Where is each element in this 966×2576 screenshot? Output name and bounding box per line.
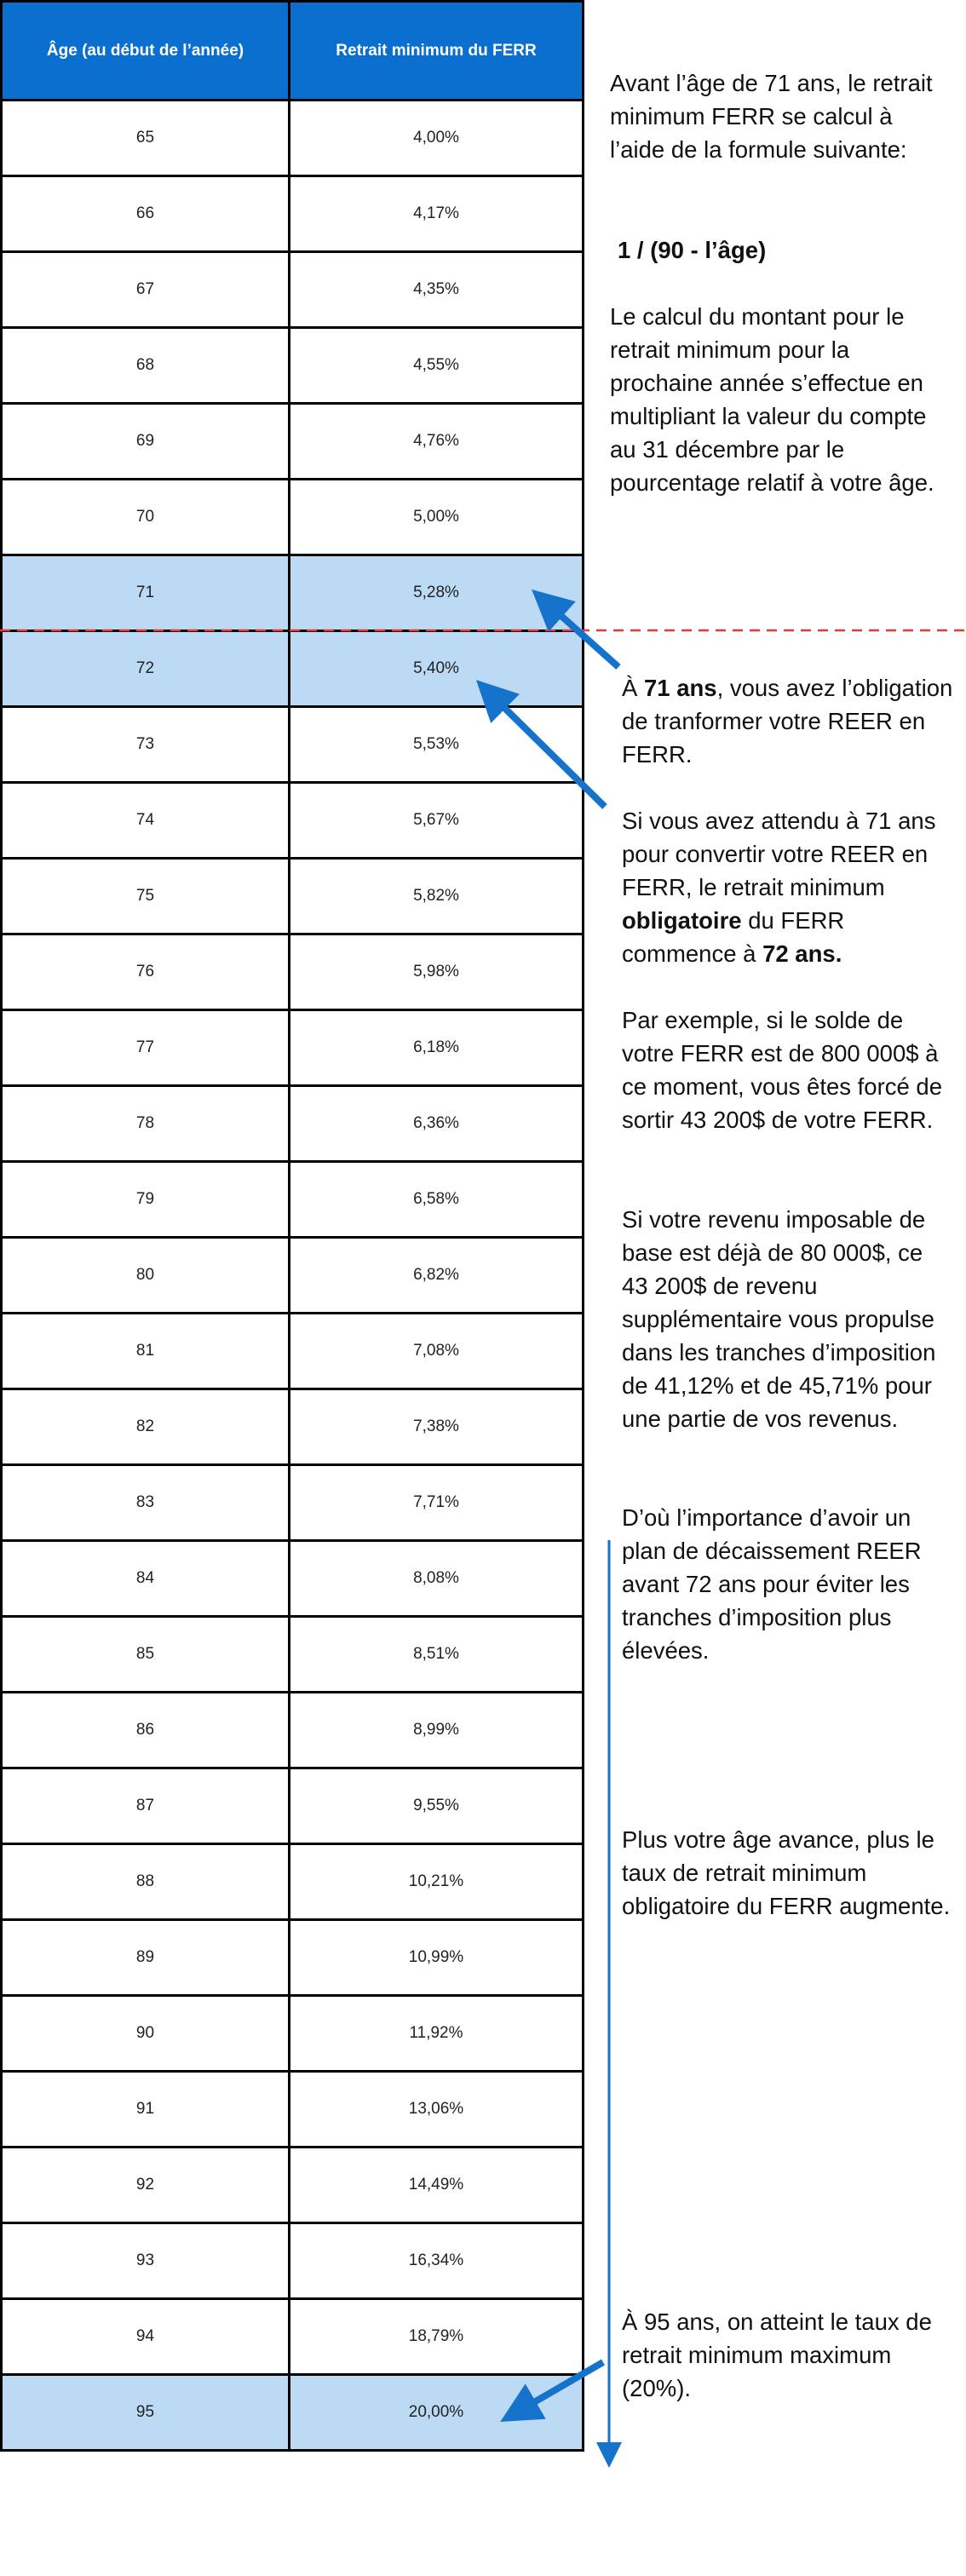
note-age71-prefix: À: [622, 675, 644, 701]
rate-cell: 4,76%: [290, 404, 584, 480]
rate-cell: 14,49%: [290, 2148, 584, 2223]
rate-cell: 4,35%: [290, 252, 584, 328]
rate-cell: 10,99%: [290, 1920, 584, 1996]
rate-cell: 4,17%: [290, 176, 584, 252]
age-cell: 89: [2, 1920, 290, 1996]
age-cell: 70: [2, 480, 290, 555]
age-cell: 88: [2, 1844, 290, 1920]
rate-cell: 6,58%: [290, 1162, 584, 1238]
note-wait-bold2: 72 ans.: [762, 940, 842, 967]
note-plan: D’où l’importance d’avoir un plan de décaissement REER avant 72 ans pour éviter les tranches d’imposition plus élevées.: [622, 1504, 922, 1664]
age-cell: 66: [2, 176, 290, 252]
age-cell: 77: [2, 1010, 290, 1086]
rate-cell: 4,00%: [290, 101, 584, 176]
arrow-to-95: [518, 2362, 603, 2412]
age-cell: 87: [2, 1768, 290, 1844]
rate-cell: 20,00%: [290, 2375, 584, 2451]
age-cell: 80: [2, 1238, 290, 1314]
note-wait-mid: du FERR commence à: [622, 907, 845, 967]
age-cell: 95: [2, 2375, 290, 2451]
age-cell: 92: [2, 2148, 290, 2223]
rate-cell: 7,71%: [290, 1465, 584, 1541]
note-wait-prefix: Si vous avez attendu à 71 ans pour convertir votre REER en FERR, le retrait minimum: [622, 808, 936, 900]
header-age: Âge (au début de l’année): [2, 2, 290, 101]
rate-cell: 11,92%: [290, 1996, 584, 2072]
note-tax: Si votre revenu imposable de base est déjà de 80 000$, ce 43 200$ de revenu supplémentaire vous propulse dans les tranches d’imposition de 41,12% et de 45,71% pour une partie de vos revenus.: [622, 1206, 936, 1432]
rate-cell: 8,99%: [290, 1693, 584, 1768]
rate-cell: 5,98%: [290, 934, 584, 1010]
arrow-to-72: [491, 694, 605, 807]
age-cell: 86: [2, 1693, 290, 1768]
note-wait: [622, 804, 954, 970]
age-cell: 94: [2, 2299, 290, 2375]
rate-cell: 7,38%: [290, 1389, 584, 1465]
age-cell: 76: [2, 934, 290, 1010]
rate-cell: 8,08%: [290, 1541, 584, 1617]
rate-cell: 6,82%: [290, 1238, 584, 1314]
age-cell: 68: [2, 328, 290, 404]
note-example: Par exemple, si le solde de votre FERR est de 800 000$ à ce moment, vous êtes forcé de sortir 43 200$ de votre FERR.: [622, 1007, 943, 1133]
rate-cell: 6,36%: [290, 1086, 584, 1162]
rate-cell: 13,06%: [290, 2072, 584, 2148]
note-intro: Avant l’âge de 71 ans, le retrait minimum FERR se calcul à l’aide de la formule suivante:: [610, 70, 933, 163]
note-age71-bold: 71 ans: [643, 675, 717, 701]
age-cell: 78: [2, 1086, 290, 1162]
age-cell: 65: [2, 101, 290, 176]
rate-cell: 5,28%: [290, 555, 584, 631]
rate-cell: 7,08%: [290, 1314, 584, 1389]
age-cell: 67: [2, 252, 290, 328]
note-formula: 1 / (90 - l’âge): [618, 237, 767, 263]
arrow-to-71: [547, 603, 618, 667]
age-cell: 73: [2, 707, 290, 783]
rate-cell: 5,40%: [290, 631, 584, 707]
age-cell: 69: [2, 404, 290, 480]
age-cell: 84: [2, 1541, 290, 1617]
rate-cell: 10,21%: [290, 1844, 584, 1920]
rate-cell: 5,82%: [290, 859, 584, 934]
age-cell: 90: [2, 1996, 290, 2072]
age-cell: 83: [2, 1465, 290, 1541]
rate-cell: 18,79%: [290, 2299, 584, 2375]
note-age71: [622, 671, 954, 771]
note-age95: À 95 ans, on atteint le taux de retrait minimum maximum (20%).: [622, 2309, 932, 2401]
rate-cell: 8,51%: [290, 1617, 584, 1693]
rate-cell: 9,55%: [290, 1768, 584, 1844]
note-calc: Le calcul du montant pour le retrait minimum pour la prochaine année s’effectue en multipliant la valeur du compte au 31 décembre par le pourcentage relatif à votre âge.: [610, 303, 934, 496]
age-cell: 85: [2, 1617, 290, 1693]
age-cell: 93: [2, 2223, 290, 2299]
age-cell: 75: [2, 859, 290, 934]
age-cell: 74: [2, 783, 290, 859]
rate-cell: 5,00%: [290, 480, 584, 555]
age-cell: 81: [2, 1314, 290, 1389]
rate-cell: 5,67%: [290, 783, 584, 859]
note-wait-bold1: obligatoire: [622, 907, 742, 934]
age-cell: 79: [2, 1162, 290, 1238]
rate-cell: 4,55%: [290, 328, 584, 404]
note-age71-suffix: , vous avez l’obligation de tranformer votre REER en FERR.: [622, 675, 953, 768]
header-rate: Retrait minimum du FERR: [290, 2, 584, 101]
age-cell: 91: [2, 2072, 290, 2148]
age-cell: 82: [2, 1389, 290, 1465]
rate-cell: 5,53%: [290, 707, 584, 783]
rate-cell: 16,34%: [290, 2223, 584, 2299]
rate-cell: 6,18%: [290, 1010, 584, 1086]
age-cell: 71: [2, 555, 290, 631]
note-older: Plus votre âge avance, plus le taux de retrait minimum obligatoire du FERR augmente.: [622, 1826, 951, 1919]
age-cell: 72: [2, 631, 290, 707]
